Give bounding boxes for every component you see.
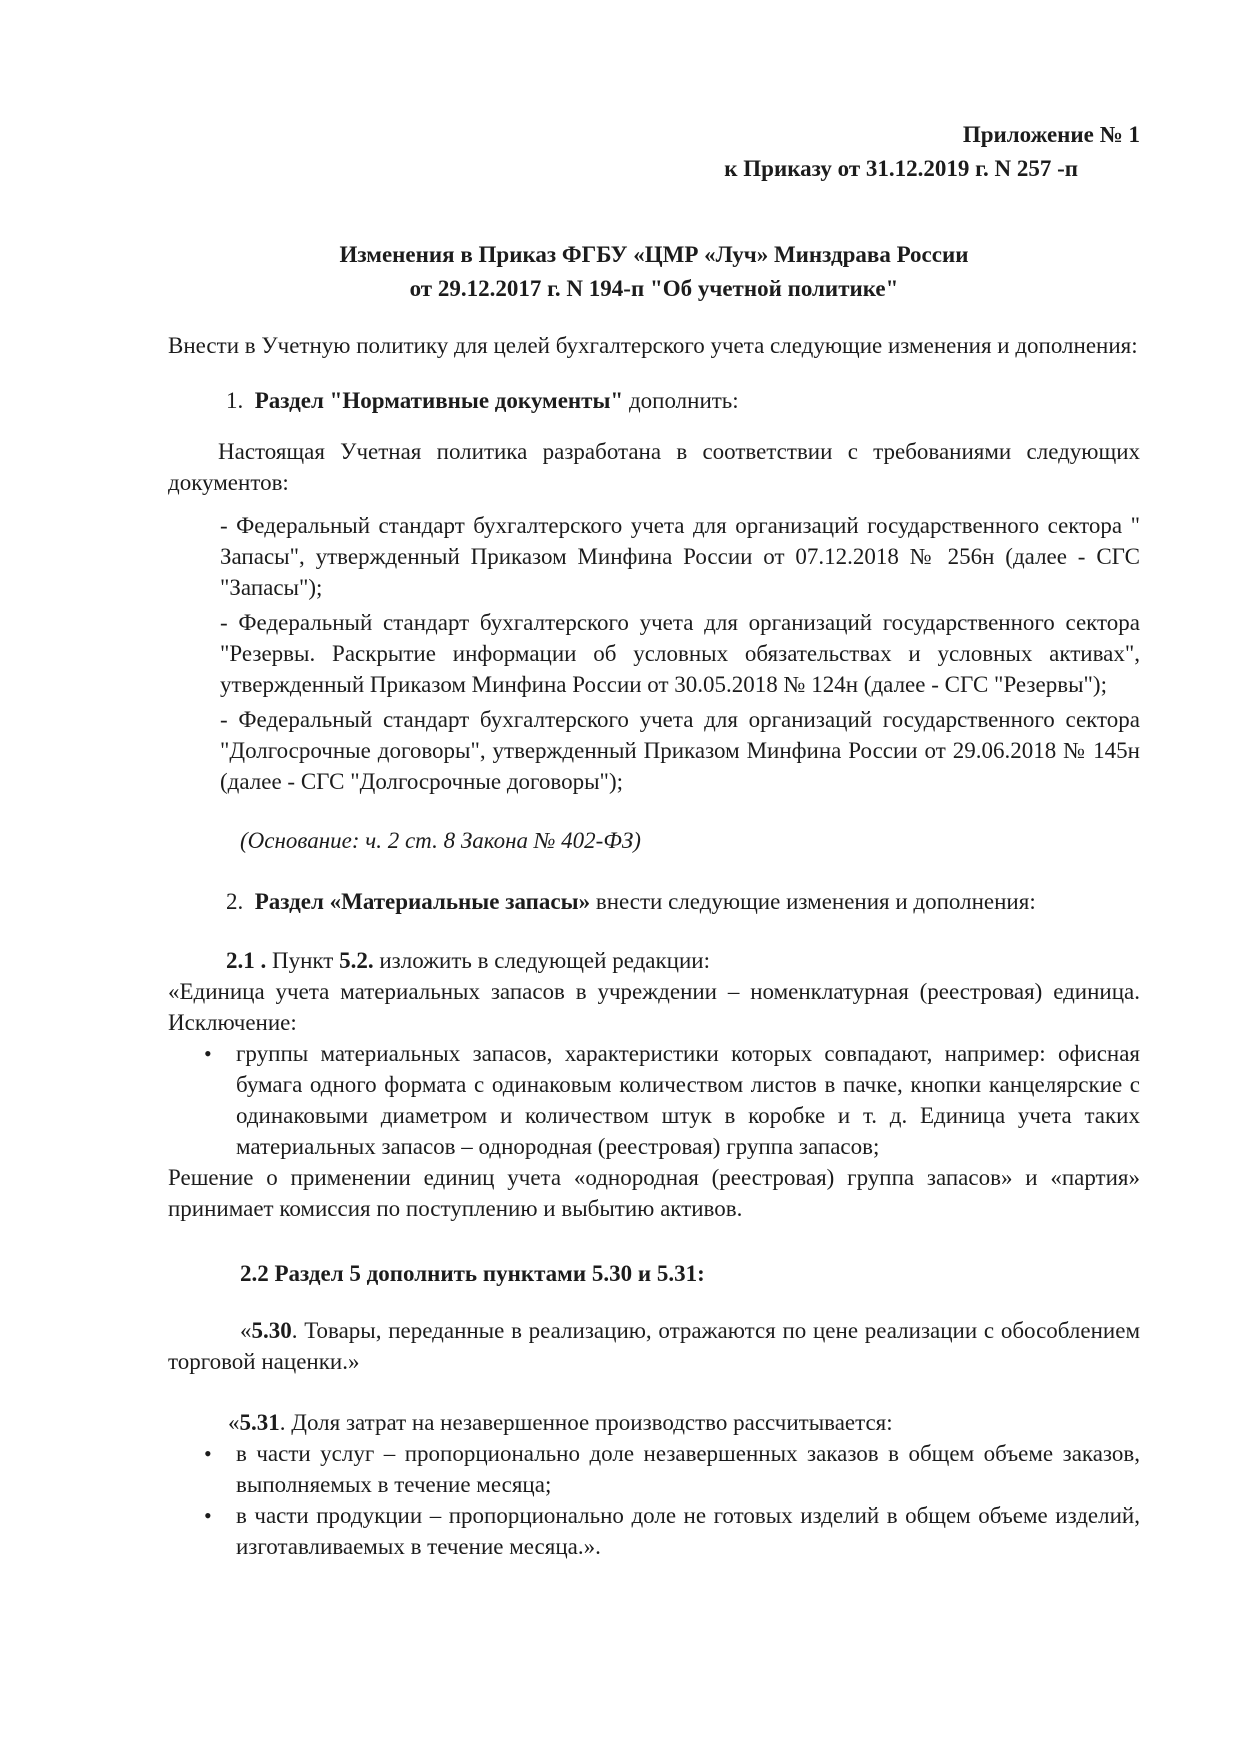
intro-paragraph: Внести в Учетную политику для целей бухгалтерского учета следующие изменения и дополнения:: [168, 333, 1138, 358]
section-2-action: внести следующие изменения и дополнения:: [590, 889, 1036, 914]
list-item-text: группы материальных запасов, характеристики которых совпадают, например: офисная бумага одного формата с одинаковым количеством листов в пачке, кнопки канцелярские с одинаковыми диаметром и количеством штук в коробке и т. д. Единица учета таких материальных запасов – однородная (реестровая) группа запасов;: [236, 1041, 1140, 1159]
standard-item: - Федеральный стандарт бухгалтерского учета для организаций государственного сектора "Резервы. Раскрытие информации об условных обязательствах и условных активах", утвержденный Приказом Минфина России от 30.05.2018 № 124н (далее - СГС "Резервы");: [220, 610, 1140, 697]
section-1-title: Раздел "Нормативные документы": [254, 388, 624, 413]
point-5-31-text: . Доля затрат на незавершенное производство рассчитывается:: [279, 1410, 893, 1435]
section-2-heading: [168, 886, 1140, 917]
appendix-header: [168, 118, 1140, 186]
standard-item: - Федеральный стандарт бухгалтерского учета для организаций государственного сектора " Запасы", утвержденный Приказом Минфина России от 07.12.2018 № 256н (далее - СГС "Запасы");: [220, 513, 1140, 600]
appendix-number: Приложение № 1: [962, 122, 1140, 147]
section-1-heading: [168, 385, 1140, 416]
point-5-2: 5.2.: [339, 948, 374, 973]
section-1-action: дополнить:: [623, 388, 739, 413]
document-title: [168, 238, 1140, 306]
legal-basis-note: (Основание: ч. 2 ст. 8 Закона № 402-ФЗ): [240, 828, 641, 853]
list-item: [196, 1438, 1140, 1500]
point-5-30: [168, 1315, 1140, 1377]
subsection-2-1-heading: [168, 945, 1140, 976]
section-1-number: 1.: [226, 388, 244, 413]
quoted-rule: «Единица учета материальных запасов в учреждении – номенклатурная (реестровая) единица. Исключение:: [168, 979, 1140, 1035]
point-5-31-number: 5.31: [239, 1410, 280, 1435]
section-2-number: 2.: [226, 889, 244, 914]
subsection-2-1-text: Пункт: [266, 948, 340, 973]
subsection-2-2-heading: 2.2 Раздел 5 дополнить пунктами 5.30 и 5.31:: [240, 1261, 705, 1286]
exceptions-list: [168, 1038, 1140, 1162]
list-item: [196, 1038, 1140, 1162]
bullet-icon: •: [204, 1441, 212, 1466]
quote-mark: «: [240, 1318, 252, 1343]
standard-item: - Федеральный стандарт бухгалтерского учета для организаций государственного сектора "Долгосрочные договоры", утвержденный Приказом Минфина России от 29.06.2018 № 145н (далее - СГС "Долгосрочные договоры");: [220, 707, 1140, 794]
list-item: [196, 1500, 1140, 1562]
subsection-2-1-number: 2.1 .: [226, 948, 267, 973]
title-line-1: Изменения в Приказ ФГБУ «ЦМР «Луч» Минздрава России: [339, 242, 969, 267]
bullet-icon: •: [204, 1041, 212, 1066]
point-5-30-text: . Товары, переданные в реализацию, отражаются по цене реализации с обособлением торговой наценки.»: [168, 1318, 1140, 1374]
wip-cost-list: [168, 1438, 1140, 1562]
section-1-paragraph: Настоящая Учетная политика разработана в соответствии с требованиями следующих документов:: [168, 439, 1140, 495]
point-5-31: [168, 1407, 1140, 1438]
quote-mark: «: [228, 1410, 240, 1435]
title-line-2: от 29.12.2017 г. N 194-п "Об учетной политике": [409, 276, 899, 301]
order-reference: к Приказу от 31.12.2019 г. N 257 -п: [724, 156, 1078, 181]
list-item-text: в части услуг – пропорционально доле незавершенных заказов в общем объеме заказов, выполняемых в течение месяца;: [236, 1441, 1140, 1497]
bullet-icon: •: [204, 1503, 212, 1528]
decision-paragraph: Решение о применении единиц учета «однородная (реестровая) группа запасов» и «партия» принимает комиссия по поступлению и выбытию активов.: [168, 1165, 1140, 1221]
list-item-text: в части продукции – пропорционально доле не готовых изделий в общем объеме изделий, изготавливаемых в течение месяца.».: [236, 1503, 1140, 1559]
standards-list: [168, 510, 1140, 797]
point-5-30-number: 5.30: [251, 1318, 292, 1343]
subsection-2-1-text: изложить в следующей редакции:: [373, 948, 711, 973]
section-2-title: Раздел «Материальные запасы»: [254, 889, 591, 914]
